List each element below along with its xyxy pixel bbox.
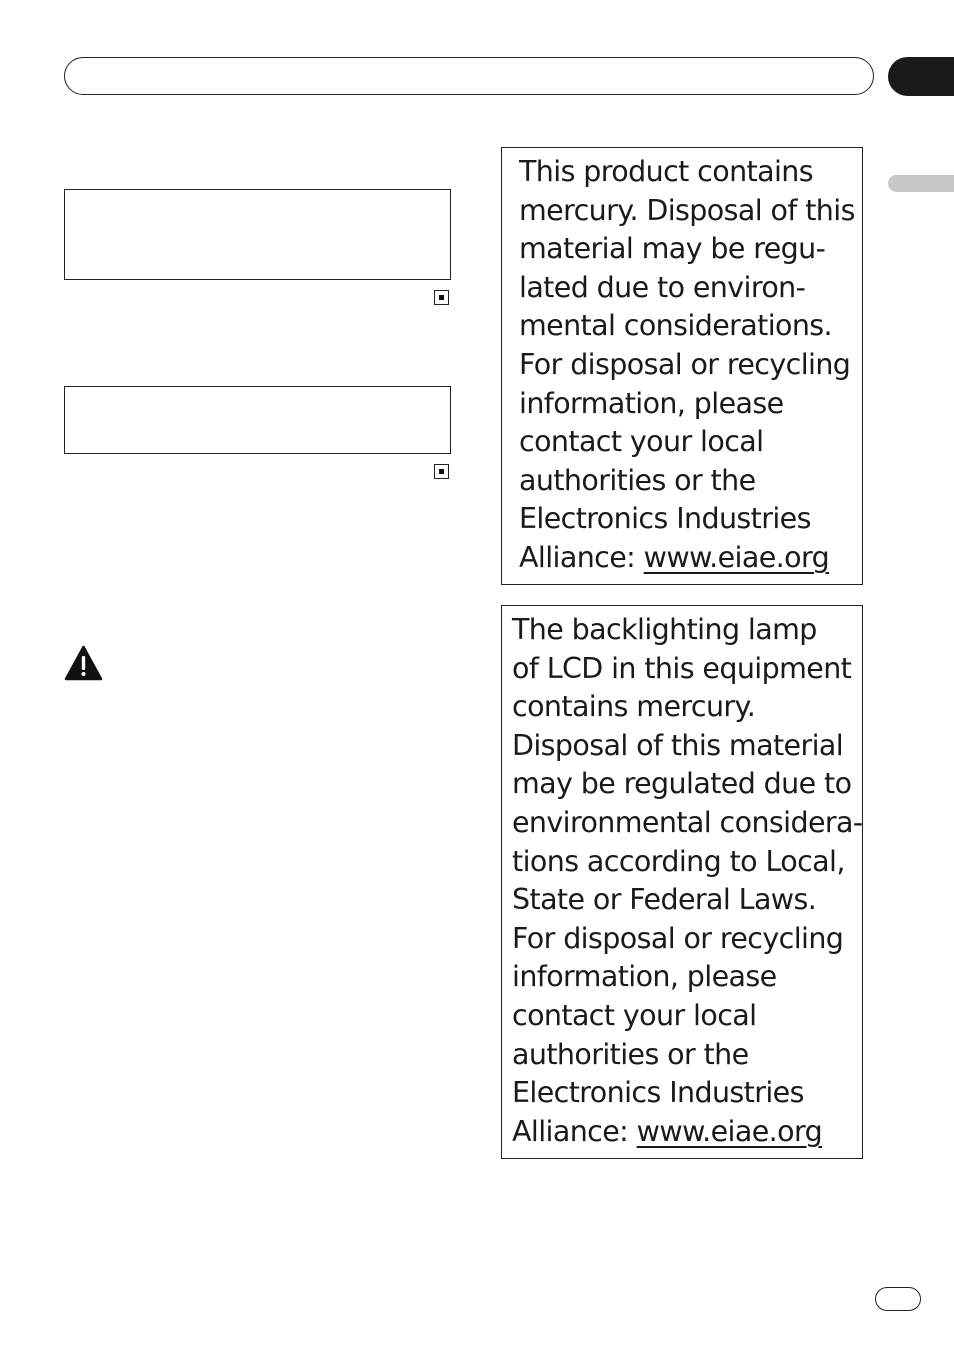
notice-line: authorities or the: [519, 463, 756, 497]
section-end-mark-icon: [434, 290, 449, 305]
notice-line: The backlighting lamp: [512, 613, 817, 646]
notice-line: mercury. Disposal of this: [519, 193, 855, 227]
header-title-bar: [64, 57, 874, 95]
notice-line: mental considerations.: [519, 309, 833, 343]
notice-line: lated due to environ-: [519, 270, 806, 304]
notice-prefix: Alliance:: [512, 1114, 637, 1148]
notice-line: of LCD in this equipment: [512, 651, 852, 685]
notice-prefix: Alliance:: [519, 540, 644, 574]
note-box-2: [64, 386, 451, 454]
notice-line-last: [512, 1113, 862, 1152]
chapter-tab: [888, 57, 954, 96]
notice-line: material may be regu-: [519, 232, 826, 266]
section-end-mark-icon: [434, 464, 449, 479]
warning-triangle-icon: [64, 645, 103, 681]
notice-line: For disposal or recycling: [519, 347, 851, 381]
notice-line: Disposal of this material: [512, 728, 844, 762]
page-number-badge: [875, 1287, 921, 1311]
eiae-link[interactable]: www.eiae.org: [643, 540, 830, 574]
note-box-1: [64, 189, 451, 280]
notice-line: information, please: [519, 386, 784, 420]
notice-line: State or Federal Laws.: [512, 883, 817, 917]
eiae-link[interactable]: www.eiae.org: [636, 1114, 823, 1148]
mercury-disposal-notice: [501, 147, 863, 585]
notice-line: information, please: [512, 960, 777, 994]
notice-line: Electronics Industries: [512, 1076, 804, 1110]
notice-line: may be regulated due to: [512, 767, 852, 801]
notice-line: Electronics Industries: [519, 502, 811, 536]
notice-line: This product contains: [519, 155, 814, 188]
notice-line: contact your local: [519, 425, 764, 459]
notice-line: contact your local: [512, 998, 757, 1032]
notice-line: authorities or the: [512, 1037, 749, 1071]
language-side-tab: [888, 175, 954, 192]
notice-line: tions according to Local,: [512, 844, 845, 878]
notice-line: environmental considera-: [512, 805, 863, 839]
notice-line: contains mercury.: [512, 690, 756, 724]
lcd-mercury-notice: [501, 605, 863, 1159]
notice-line: For disposal or recycling: [512, 921, 844, 955]
notice-line-last: [519, 539, 862, 578]
